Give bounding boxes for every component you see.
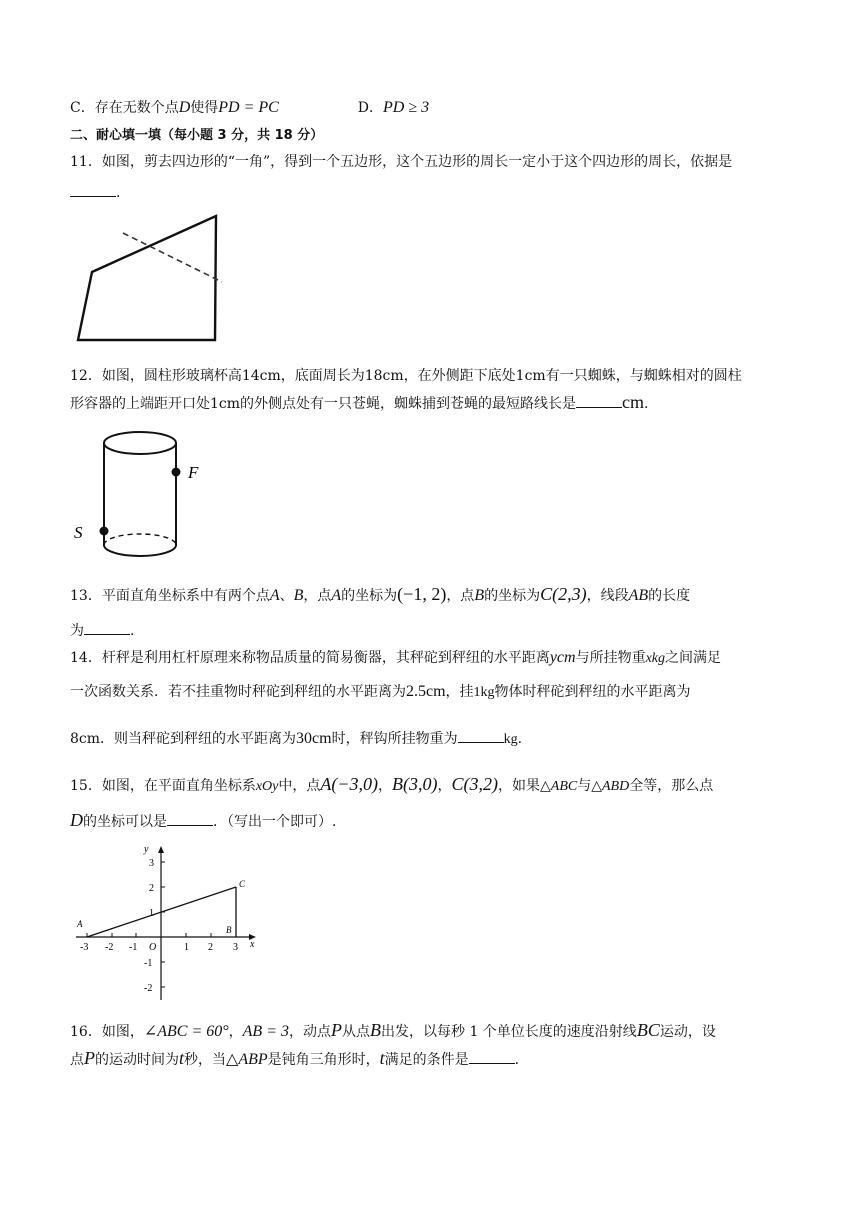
q12-figure [70,425,220,570]
q14-v2: 1kg [473,685,495,700]
point-c-label: C [239,879,246,889]
q12-blank [576,393,622,408]
q16-line2b: 的运动时间为 [95,1052,179,1068]
options-row [70,98,800,118]
q16-mid4: 运动，设 [659,1024,716,1040]
q14-tail: . [517,731,523,747]
axis-y-label: y [144,844,149,855]
q16-mid1: ，动点 [289,1024,331,1040]
q16-pre: 16．如图， [70,1024,144,1040]
xtick-label: 3 [233,942,238,953]
q15-d: D [70,810,83,830]
ytick-label: 2 [149,883,154,894]
q15-point-b: B(3,0) [392,774,438,794]
q16-line2 [70,1048,800,1070]
q15-pre: 15．如图，在平面直角坐标系 [70,778,256,794]
q15-mid1: 中，点 [278,778,321,794]
q16-ab: AB = 3 [242,1023,289,1040]
q14-ycm: ycm [549,649,576,666]
q16-line2a: 点 [70,1052,84,1068]
q16-tail: . [514,1052,520,1068]
q14-v3: 30cm [296,730,332,747]
q13-ab: AB [628,587,649,604]
q13-a: A [269,587,280,604]
ytick-label: 3 [149,858,154,869]
y-ticks [161,862,165,987]
q13-sep: 、 [279,588,294,604]
label-s: S [74,523,83,542]
xtick-label: -1 [129,942,138,953]
q15-point-a: A(−3,0) [320,774,379,794]
xtick-label: -2 [105,942,114,953]
ytick-label: -1 [144,958,153,969]
cylinder-bottom-front [104,545,176,556]
q16-t2: t [379,1048,385,1068]
q14-line3 [70,728,800,750]
q13-line2-text: 为 [70,623,84,639]
q16-p2: P [84,1048,95,1068]
y-axis-arrow [158,846,164,853]
cylinder-bottom-back [104,534,176,545]
q14-line1c: 之间满足 [665,650,722,666]
q15-tri2: △ABD [591,779,630,794]
q14-line2b: ，挂 [445,684,474,700]
q16-blank [469,1049,515,1064]
point-a-label: A [77,919,83,929]
q15-line2c: ．（写出一个即可）. [213,814,337,830]
q11-tail: . [116,185,121,201]
option-c-mid: 使得 [190,100,219,116]
q13-mid3: ，点 [446,588,475,604]
q15-line2b: 的坐标可以是 [83,814,167,830]
option-c-var: D [178,99,191,116]
q15-mid4: 全等，那么点 [629,778,714,794]
cut-line [123,233,222,282]
q16-sep: ， [228,1024,243,1040]
q13-coord-c: C(2,3) [540,584,587,604]
q13-blank [84,620,130,635]
q13-line2 [70,620,800,641]
q14-line1 [70,648,800,669]
option-d-label: D． [357,100,383,116]
q11-answer-line [70,182,800,203]
option-d-expr: PD ≥ 3 [383,99,430,116]
axis-x-label: x [250,939,255,950]
q14-v1: 2.5cm [406,683,446,700]
q13-mid6: 的长度 [648,588,691,604]
q13-mid5: ，线段 [586,588,629,604]
q16-line2c: 秒，当 [184,1052,227,1068]
q15-sep1: ， [378,778,393,794]
q13-line1 [70,584,800,606]
q15-sep2: ， [437,778,452,794]
q15-mid3: 与 [577,778,592,794]
q16-p: P [331,1020,342,1040]
label-f: F [188,463,199,482]
quadrilateral [78,216,216,340]
q16-line2d: 是钝角三角形时， [267,1052,380,1068]
ytick-label: 1 [149,908,154,919]
q14-line2c: 物体时秤砣到秤纽的水平距离为 [494,684,691,700]
q13-b: B [293,587,304,604]
q15-point-c: C(3,2) [451,774,498,794]
q13-mid1: ，点 [303,588,332,604]
q11-figure [70,210,230,350]
q14-line2 [70,682,800,703]
q12-question: 形容器的上端距开口处1cm的外侧点处有一只苍蝇，蜘蛛捕到苍蝇的最短路线长是 [70,396,577,412]
q13-tail: . [130,623,135,639]
q12-unit: cm [622,392,645,412]
q12-line1: 12．如图，圆柱形玻璃杯高14cm，底面周长为18cm，在外侧距下底处1cm有一只蜘蛛，与蜘蛛相对的圆柱 [70,368,742,384]
q16-tri: △ABP [226,1051,268,1068]
q12-line2 [70,392,800,414]
section-title: 二、耐心填一填（每小题 3 分，共 18 分） [70,128,324,143]
q15-line1 [70,774,800,797]
q15-blank [167,811,213,826]
q13-b2: B [474,587,485,604]
q14-xkg: xkg [645,651,666,666]
q15-tri1: △ABC [540,779,578,794]
q16-t: t [179,1048,185,1068]
xtick-label: 1 [184,942,189,953]
q15-xoy: xOy [255,779,279,794]
ytick-label: -2 [144,983,153,994]
xtick-label: -3 [80,942,89,953]
q14-line1b: 与所挂物重 [575,650,646,666]
origin-label: O [149,942,157,953]
q14-line1a: 14．杆秤是利用杠杆原理来称物品质量的简易衡器，其秤砣到秤纽的水平距离 [70,650,550,666]
q16-bc: BC [636,1020,660,1040]
q15-line2 [70,810,800,832]
q13-coord-a: (−1, 2) [397,584,447,604]
q12-tail: . [644,396,649,412]
q13-mid4: 的坐标为 [484,588,541,604]
q14-blank [458,728,504,743]
q13-mid2: 的坐标为 [341,588,398,604]
q16-line1 [70,1020,800,1042]
option-c-expr: PD = PC [218,99,279,116]
q15-mid2: ，如果 [498,778,540,794]
point-s [100,527,109,536]
q15-graph [70,840,270,1005]
q16-mid2: 从点 [342,1024,370,1040]
q16-angle: ∠ABC = 60° [143,1023,229,1040]
q14-line3a: 8cm．则当秤砣到秤纽的水平距离为 [70,731,297,747]
q14-unit: kg [503,732,518,747]
cylinder-top [104,432,176,454]
q11-blank [70,182,116,197]
q14-line3b: 时，秤钩所挂物重为 [331,731,458,747]
xtick-label: 2 [208,942,213,953]
q11-text [70,152,800,172]
q14-line2a: 一次函数关系．若不挂重物时秤砣到秤纽的水平距离为 [70,684,406,700]
q11-question: 11．如图，剪去四边形的“一角”，得到一个五边形，这个五边形的周长一定小于这个四边形的周长，依据是 [70,154,733,170]
point-f [172,468,181,477]
q16-line2e: 满足的条件是 [384,1052,469,1068]
q13-pre: 13．平面直角坐标系中有两个点 [70,588,270,604]
point-b-label: B [226,925,232,935]
option-c-label: C．存在无数个点 [70,100,179,116]
q16-b: B [370,1020,381,1040]
q13-a2: A [331,587,342,604]
q16-mid3: 出发，以每秒 1 个单位长度的速度沿射线 [381,1024,637,1040]
